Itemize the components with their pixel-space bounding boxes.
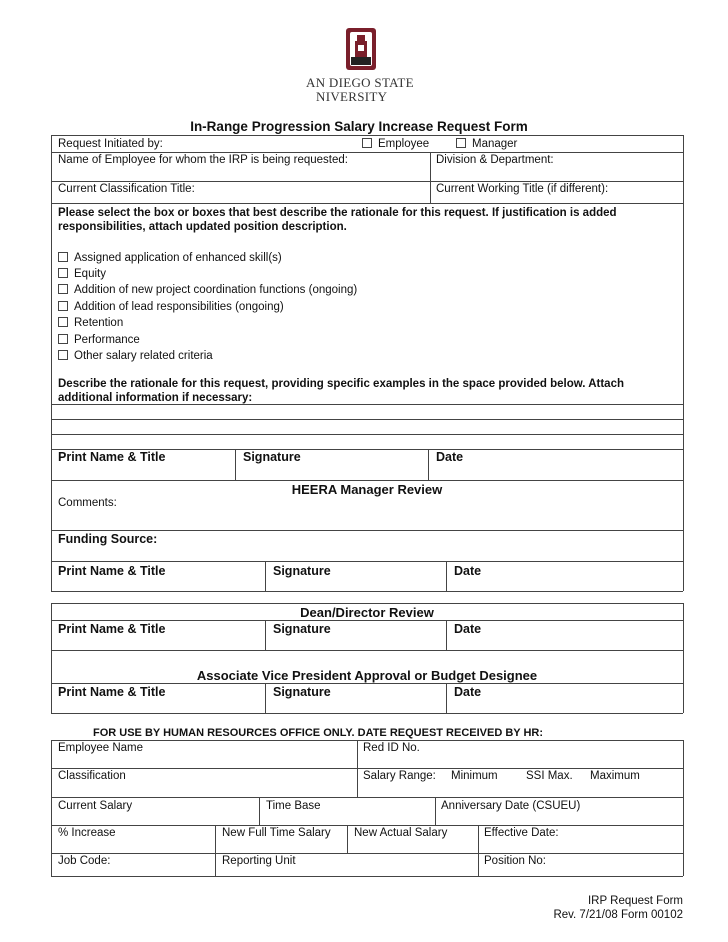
footer-form-name: IRP Request Form bbox=[587, 895, 683, 907]
option-checkbox[interactable] bbox=[58, 317, 68, 327]
hr-new-actual-salary[interactable]: New Actual Salary bbox=[354, 827, 448, 839]
logo-line2: NIVERSITY bbox=[316, 89, 388, 104]
hr-minimum[interactable]: Minimum bbox=[451, 770, 498, 782]
hr-maximum[interactable]: Maximum bbox=[590, 770, 640, 782]
rationale-option[interactable] bbox=[58, 252, 282, 264]
option-label: Addition of lead responsibilities (ongoing) bbox=[74, 301, 284, 313]
avp-title: Associate Vice President Approval or Budget Designee bbox=[196, 668, 538, 683]
rationale-describe: Describe the rationale for this request, providing specific examples in the space provided below. Attach additional information if necessary: bbox=[58, 378, 624, 404]
employee-option-label: Employee bbox=[378, 138, 430, 150]
option-checkbox[interactable] bbox=[58, 268, 68, 278]
employee-name-field[interactable]: Name of Employee for whom the IRP is being requested: bbox=[58, 154, 348, 166]
hr-red-id[interactable]: Red ID No. bbox=[363, 742, 420, 754]
dean-print-name[interactable]: Print Name & Title bbox=[58, 622, 166, 636]
hr-position-no[interactable]: Position No: bbox=[484, 855, 547, 867]
university-logo bbox=[306, 26, 422, 106]
footer-revision: Rev. 7/21/08 Form 00102 bbox=[553, 909, 683, 921]
option-checkbox[interactable] bbox=[58, 284, 68, 294]
form-title: In-Range Progression Salary Increase Request Form bbox=[190, 119, 528, 134]
rationale-option[interactable] bbox=[58, 284, 357, 296]
option-checkbox[interactable] bbox=[58, 334, 68, 344]
employee-checkbox[interactable] bbox=[362, 138, 372, 148]
manager-option-label: Manager bbox=[472, 138, 518, 150]
hr-classification[interactable]: Classification bbox=[58, 770, 126, 782]
comments-field[interactable]: Comments: bbox=[58, 497, 117, 509]
hr-pct-increase[interactable]: % Increase bbox=[58, 827, 116, 839]
heera-print-name[interactable]: Print Name & Title bbox=[58, 564, 166, 578]
rationale-option[interactable] bbox=[58, 268, 106, 280]
avp-date[interactable]: Date bbox=[454, 685, 482, 699]
request-initiated-label: Request Initiated by: bbox=[58, 138, 163, 150]
dean-date[interactable]: Date bbox=[454, 622, 482, 636]
classification-title-field[interactable]: Current Classification Title: bbox=[58, 183, 195, 195]
sig1-date[interactable]: Date bbox=[436, 450, 464, 464]
manager-option[interactable] bbox=[456, 138, 517, 150]
division-field[interactable]: Division & Department: bbox=[436, 154, 554, 166]
option-label: Addition of new project coordination functions (ongoing) bbox=[74, 284, 358, 296]
hr-effective-date[interactable]: Effective Date: bbox=[484, 827, 559, 839]
heera-title: HEERA Manager Review bbox=[291, 482, 443, 497]
dean-title: Dean/Director Review bbox=[300, 605, 434, 620]
working-title-field[interactable]: Current Working Title (if different): bbox=[436, 183, 609, 195]
rationale-instruction: Please select the box or boxes that best describe the rationale for this request. If justification is added responsibilities, attach updated position description. bbox=[58, 207, 617, 233]
rationale-option[interactable] bbox=[58, 334, 140, 346]
heera-date[interactable]: Date bbox=[454, 564, 482, 578]
hr-salary-range: Salary Range: bbox=[363, 770, 436, 782]
hr-reporting-unit[interactable]: Reporting Unit bbox=[222, 855, 296, 867]
hr-time-base[interactable]: Time Base bbox=[266, 800, 321, 812]
hr-ssi-max[interactable]: SSI Max. bbox=[526, 770, 573, 782]
hr-current-salary[interactable]: Current Salary bbox=[58, 800, 133, 812]
option-checkbox[interactable] bbox=[58, 252, 68, 262]
employee-option[interactable] bbox=[362, 138, 429, 150]
option-label: Assigned application of enhanced skill(s) bbox=[74, 252, 282, 264]
option-checkbox[interactable] bbox=[58, 350, 68, 360]
option-checkbox[interactable] bbox=[58, 301, 68, 311]
dean-signature[interactable]: Signature bbox=[273, 622, 331, 636]
option-label: Other salary related criteria bbox=[74, 350, 213, 362]
manager-checkbox[interactable] bbox=[456, 138, 466, 148]
logo-line1: AN DIEGO STATE bbox=[306, 75, 414, 90]
hr-new-full-time-salary[interactable]: New Full Time Salary bbox=[222, 827, 331, 839]
rationale-option[interactable] bbox=[58, 350, 213, 362]
avp-signature[interactable]: Signature bbox=[273, 685, 331, 699]
option-label: Equity bbox=[74, 268, 106, 280]
heera-signature[interactable]: Signature bbox=[273, 564, 331, 578]
hr-job-code[interactable]: Job Code: bbox=[58, 855, 111, 867]
avp-print-name[interactable]: Print Name & Title bbox=[58, 685, 166, 699]
option-label: Retention bbox=[74, 317, 124, 329]
rationale-option[interactable] bbox=[58, 317, 123, 329]
hr-anniversary-date[interactable]: Anniversary Date (CSUEU) bbox=[441, 800, 581, 812]
campanile-icon bbox=[344, 26, 378, 72]
sig1-print-name[interactable]: Print Name & Title bbox=[58, 450, 166, 464]
funding-source-field[interactable]: Funding Source: bbox=[58, 532, 158, 546]
sig1-signature[interactable]: Signature bbox=[243, 450, 301, 464]
option-label: Performance bbox=[74, 334, 140, 346]
rationale-option[interactable] bbox=[58, 301, 284, 313]
hr-employee-name[interactable]: Employee Name bbox=[58, 742, 144, 754]
hr-header: FOR USE BY HUMAN RESOURCES OFFICE ONLY. DATE REQUEST RECEIVED BY HR: bbox=[93, 727, 544, 739]
